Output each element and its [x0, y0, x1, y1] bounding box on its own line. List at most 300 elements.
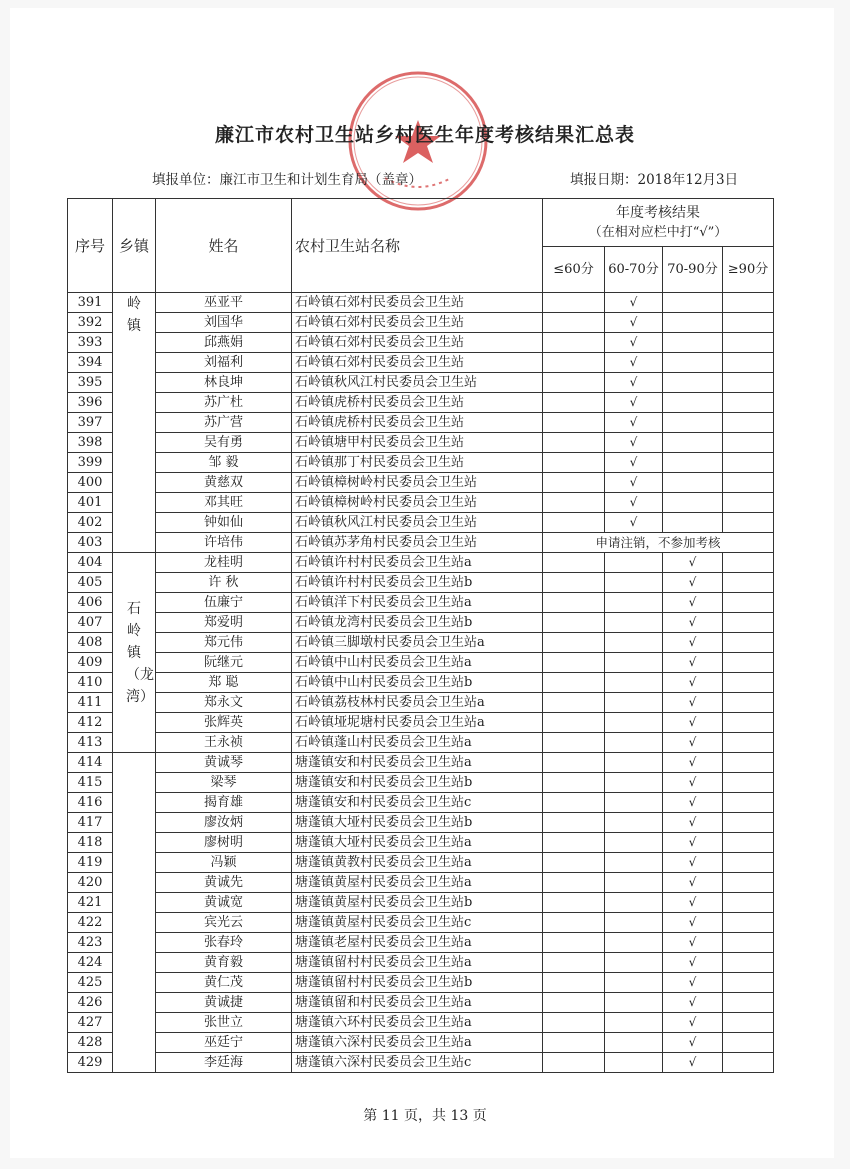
table-row — [68, 353, 774, 373]
grade-cell-lt60 — [543, 813, 605, 833]
town-name: 岭镇 — [127, 296, 141, 334]
doctor-name: 郑 聪 — [156, 673, 292, 693]
grade-cell-60-70: √ — [605, 333, 663, 353]
table-row — [68, 293, 774, 313]
grade-cell-60-70 — [605, 753, 663, 773]
grade-cell-ge90 — [723, 853, 774, 873]
doctor-name: 刘国华 — [156, 313, 292, 333]
grade-cell-70-90 — [663, 353, 723, 373]
grade-cell-ge90 — [723, 493, 774, 513]
grade-cell-lt60 — [543, 433, 605, 453]
table-row — [68, 513, 774, 533]
grade-cell-70-90 — [663, 373, 723, 393]
grade-cell-ge90 — [723, 473, 774, 493]
grade-cell-60-70 — [605, 813, 663, 833]
grade-cell-ge90 — [723, 453, 774, 473]
table-row — [68, 733, 774, 753]
station-name: 石岭镇虎桥村民委员会卫生站 — [292, 413, 543, 433]
grade-cell-ge90 — [723, 313, 774, 333]
grade-cell-60-70 — [605, 1013, 663, 1033]
station-name: 塘蓬镇安和村民委员会卫生站b — [292, 773, 543, 793]
grade-cell-lt60 — [543, 393, 605, 413]
town-cell-2 — [113, 553, 156, 753]
grade-cell-70-90: √ — [663, 573, 723, 593]
grade-cell-ge90 — [723, 813, 774, 833]
grade-cell-lt60 — [543, 693, 605, 713]
row-number: 417 — [68, 813, 113, 833]
station-name: 塘蓬镇六深村民委员会卫生站a — [292, 1033, 543, 1053]
row-number: 408 — [68, 633, 113, 653]
grade-cell-70-90 — [663, 513, 723, 533]
table-row — [68, 873, 774, 893]
grade-cell-60-70 — [605, 793, 663, 813]
doctor-name: 张辉英 — [156, 713, 292, 733]
table-row — [68, 1053, 774, 1073]
grade-cell-lt60 — [543, 953, 605, 973]
reporting-date: 填报日期：2018年12月3日 — [570, 172, 739, 188]
station-name: 石岭镇三脚墩村民委员会卫生站a — [292, 633, 543, 653]
grade-cell-lt60 — [543, 373, 605, 393]
station-name: 石岭镇塘甲村民委员会卫生站 — [292, 433, 543, 453]
grade-cell-70-90: √ — [663, 973, 723, 993]
doctor-name: 巫廷宁 — [156, 1033, 292, 1053]
grade-cell-lt60 — [543, 573, 605, 593]
doctor-name: 郑元伟 — [156, 633, 292, 653]
grade-cell-ge90 — [723, 953, 774, 973]
grade-cell-70-90: √ — [663, 933, 723, 953]
grade-cell-70-90: √ — [663, 773, 723, 793]
table-row — [68, 633, 774, 653]
grade-cell-60-70 — [605, 1053, 663, 1073]
grade-cell-60-70 — [605, 1033, 663, 1053]
station-name: 塘蓬镇老屋村民委员会卫生站a — [292, 933, 543, 953]
table-row — [68, 373, 774, 393]
row-number: 407 — [68, 613, 113, 633]
doctor-name: 吴有勇 — [156, 433, 292, 453]
grade-cell-70-90: √ — [663, 753, 723, 773]
doctor-name: 黄诚宽 — [156, 893, 292, 913]
table-row — [68, 453, 774, 473]
doctor-name: 李廷海 — [156, 1053, 292, 1073]
table-row — [68, 533, 774, 553]
row-number: 415 — [68, 773, 113, 793]
grade-cell-70-90: √ — [663, 633, 723, 653]
doctor-name: 黄育毅 — [156, 953, 292, 973]
row-number: 422 — [68, 913, 113, 933]
table-row — [68, 833, 774, 853]
table-row — [68, 753, 774, 773]
grade-cell-70-90: √ — [663, 893, 723, 913]
assessment-table — [67, 198, 774, 1073]
grade-cell-60-70 — [605, 693, 663, 713]
row-number: 404 — [68, 553, 113, 573]
row-number: 428 — [68, 1033, 113, 1053]
table-row — [68, 613, 774, 633]
row-number: 405 — [68, 573, 113, 593]
grade-cell-70-90 — [663, 393, 723, 413]
row-number: 395 — [68, 373, 113, 393]
doctor-name: 张春玲 — [156, 933, 292, 953]
header-col-70-90: 70-90分 — [663, 247, 723, 293]
grade-cell-60-70 — [605, 593, 663, 613]
grade-cell-70-90 — [663, 493, 723, 513]
grade-cell-ge90 — [723, 1013, 774, 1033]
doctor-name: 揭育雄 — [156, 793, 292, 813]
header-station: 农村卫生站名称 — [292, 199, 543, 293]
doctor-name: 廖汝炳 — [156, 813, 292, 833]
grade-cell-ge90 — [723, 413, 774, 433]
grade-cell-60-70 — [605, 833, 663, 853]
doctor-name: 伍廉宁 — [156, 593, 292, 613]
row-number: 393 — [68, 333, 113, 353]
grade-cell-70-90: √ — [663, 993, 723, 1013]
row-number: 420 — [68, 873, 113, 893]
grade-cell-lt60 — [543, 1013, 605, 1033]
grade-cell-70-90: √ — [663, 853, 723, 873]
grade-cell-60-70 — [605, 773, 663, 793]
station-name: 塘蓬镇六环村民委员会卫生站a — [292, 1013, 543, 1033]
grade-cell-ge90 — [723, 673, 774, 693]
row-number: 401 — [68, 493, 113, 513]
table-row — [68, 973, 774, 993]
grade-cell-lt60 — [543, 513, 605, 533]
grade-cell-60-70: √ — [605, 353, 663, 373]
grade-cell-ge90 — [723, 713, 774, 733]
grade-cell-60-70: √ — [605, 313, 663, 333]
grade-cell-lt60 — [543, 893, 605, 913]
station-name: 塘蓬镇留和村民委员会卫生站a — [292, 993, 543, 1013]
grade-cell-70-90: √ — [663, 673, 723, 693]
grade-cell-lt60 — [543, 473, 605, 493]
doctor-name: 钟如仙 — [156, 513, 292, 533]
grade-cell-60-70 — [605, 853, 663, 873]
station-name: 塘蓬镇黄教村民委员会卫生站a — [292, 853, 543, 873]
row-number: 409 — [68, 653, 113, 673]
grade-cell-ge90 — [723, 773, 774, 793]
station-name: 塘蓬镇黄屋村民委员会卫生站a — [292, 873, 543, 893]
doctor-name: 宾光云 — [156, 913, 292, 933]
station-name: 塘蓬镇安和村民委员会卫生站c — [292, 793, 543, 813]
station-name: 塘蓬镇黄屋村民委员会卫生站c — [292, 913, 543, 933]
grade-cell-lt60 — [543, 873, 605, 893]
grade-cell-lt60 — [543, 733, 605, 753]
station-name: 石岭镇龙湾村民委员会卫生站b — [292, 613, 543, 633]
station-name: 石岭镇垭坭塘村民委员会卫生站a — [292, 713, 543, 733]
grade-cell-ge90 — [723, 573, 774, 593]
station-name: 塘蓬镇黄屋村民委员会卫生站b — [292, 893, 543, 913]
grade-cell-ge90 — [723, 933, 774, 953]
table-row — [68, 433, 774, 453]
row-number: 406 — [68, 593, 113, 613]
grade-cell-60-70 — [605, 893, 663, 913]
table-row — [68, 713, 774, 733]
grade-cell-70-90 — [663, 453, 723, 473]
grade-cell-lt60 — [543, 753, 605, 773]
grade-cell-70-90 — [663, 433, 723, 453]
table-row — [68, 913, 774, 933]
row-number: 427 — [68, 1013, 113, 1033]
table-row — [68, 553, 774, 573]
grade-cell-70-90: √ — [663, 953, 723, 973]
grade-cell-lt60 — [543, 493, 605, 513]
row-number: 421 — [68, 893, 113, 913]
station-name: 石岭镇那丁村民委员会卫生站 — [292, 453, 543, 473]
doctor-name: 许培伟 — [156, 533, 292, 553]
table-row — [68, 953, 774, 973]
grade-cell-lt60 — [543, 353, 605, 373]
station-name: 石岭镇樟树岭村民委员会卫生站 — [292, 493, 543, 513]
row-number: 418 — [68, 833, 113, 853]
station-name: 石岭镇石郊村民委员会卫生站 — [292, 353, 543, 373]
table-row — [68, 413, 774, 433]
table-row — [68, 993, 774, 1013]
document-title: 廉江市农村卫生站乡村医生年度考核结果汇总表 — [214, 124, 635, 146]
table-row — [68, 813, 774, 833]
row-number: 410 — [68, 673, 113, 693]
grade-cell-lt60 — [543, 413, 605, 433]
row-number: 429 — [68, 1053, 113, 1073]
grade-cell-70-90: √ — [663, 733, 723, 753]
grade-cell-60-70: √ — [605, 413, 663, 433]
table-row — [68, 673, 774, 693]
doctor-name: 邱燕娟 — [156, 333, 292, 353]
grade-cell-lt60 — [543, 333, 605, 353]
station-name: 塘蓬镇留村村民委员会卫生站a — [292, 953, 543, 973]
grade-cell-60-70 — [605, 913, 663, 933]
grade-cell-ge90 — [723, 1053, 774, 1073]
grade-cell-ge90 — [723, 793, 774, 813]
row-number: 413 — [68, 733, 113, 753]
doctor-name: 黄诚先 — [156, 873, 292, 893]
station-name: 石岭镇石郊村民委员会卫生站 — [292, 293, 543, 313]
town-cell-1 — [113, 293, 156, 553]
row-number: 419 — [68, 853, 113, 873]
grade-cell-ge90 — [723, 633, 774, 653]
grade-cell-ge90 — [723, 353, 774, 373]
grade-cell-ge90 — [723, 693, 774, 713]
doctor-name: 王永祯 — [156, 733, 292, 753]
grade-cell-ge90 — [723, 293, 774, 313]
grade-cell-ge90 — [723, 373, 774, 393]
grade-cell-lt60 — [543, 313, 605, 333]
grade-cell-70-90: √ — [663, 1013, 723, 1033]
grade-cell-70-90: √ — [663, 913, 723, 933]
grade-cell-ge90 — [723, 733, 774, 753]
town-name: 石岭镇（龙湾） — [126, 600, 154, 705]
table-row — [68, 693, 774, 713]
row-number: 398 — [68, 433, 113, 453]
table-row — [68, 393, 774, 413]
grade-cell-70-90 — [663, 333, 723, 353]
row-number: 392 — [68, 313, 113, 333]
header-col-60-70: 60-70分 — [605, 247, 663, 293]
row-number: 423 — [68, 933, 113, 953]
grade-cell-60-70: √ — [605, 393, 663, 413]
grade-cell-lt60 — [543, 653, 605, 673]
grade-cell-lt60 — [543, 293, 605, 313]
table-row — [68, 853, 774, 873]
grade-cell-ge90 — [723, 873, 774, 893]
header-name: 姓名 — [156, 199, 292, 293]
grade-cell-lt60 — [543, 633, 605, 653]
grade-cell-60-70 — [605, 653, 663, 673]
doctor-name: 苏广杜 — [156, 393, 292, 413]
grade-cell-lt60 — [543, 593, 605, 613]
header-result-title: 年度考核结果 — [616, 204, 700, 221]
grade-cell-lt60 — [543, 973, 605, 993]
header-result — [543, 199, 774, 247]
table-row — [68, 473, 774, 493]
grade-cell-60-70 — [605, 673, 663, 693]
table-row — [68, 773, 774, 793]
table-row — [68, 313, 774, 333]
doctor-name: 邓其旺 — [156, 493, 292, 513]
station-name: 塘蓬镇留村村民委员会卫生站b — [292, 973, 543, 993]
doctor-name: 邹 毅 — [156, 453, 292, 473]
doctor-name: 黄仁茂 — [156, 973, 292, 993]
grade-cell-70-90: √ — [663, 1033, 723, 1053]
grade-cell-ge90 — [723, 613, 774, 633]
grade-cell-ge90 — [723, 893, 774, 913]
doctor-name: 苏广营 — [156, 413, 292, 433]
grade-cell-60-70 — [605, 553, 663, 573]
grade-cell-60-70: √ — [605, 373, 663, 393]
grade-cell-ge90 — [723, 973, 774, 993]
grade-cell-ge90 — [723, 433, 774, 453]
doctor-name: 黄诚捷 — [156, 993, 292, 1013]
row-number: 400 — [68, 473, 113, 493]
doctor-name: 廖树明 — [156, 833, 292, 853]
row-number: 426 — [68, 993, 113, 1013]
row-number: 394 — [68, 353, 113, 373]
grade-cell-70-90: √ — [663, 593, 723, 613]
header-col-lt60: ≤60分 — [543, 247, 605, 293]
station-name: 石岭镇秋风江村民委员会卫生站 — [292, 373, 543, 393]
grade-cell-60-70: √ — [605, 453, 663, 473]
grade-cell-lt60 — [543, 1033, 605, 1053]
row-number: 412 — [68, 713, 113, 733]
grade-cell-70-90: √ — [663, 553, 723, 573]
grade-cell-lt60 — [543, 713, 605, 733]
reporting-unit: 填报单位：廉江市卫生和计划生育局（盖章） — [152, 172, 422, 188]
station-name: 石岭镇荔枝林村民委员会卫生站a — [292, 693, 543, 713]
grade-cell-ge90 — [723, 753, 774, 773]
station-name: 石岭镇许村村民委员会卫生站b — [292, 573, 543, 593]
doctor-name: 许 秋 — [156, 573, 292, 593]
table-row — [68, 593, 774, 613]
grade-cell-60-70 — [605, 993, 663, 1013]
station-name: 石岭镇许村村民委员会卫生站a — [292, 553, 543, 573]
row-number: 391 — [68, 293, 113, 313]
grade-cell-60-70 — [605, 733, 663, 753]
grade-cell-lt60 — [543, 833, 605, 853]
grade-cell-60-70 — [605, 633, 663, 653]
station-name: 石岭镇虎桥村民委员会卫生站 — [292, 393, 543, 413]
grade-cell-ge90 — [723, 1033, 774, 1053]
doctor-name: 郑爱明 — [156, 613, 292, 633]
grade-cell-ge90 — [723, 553, 774, 573]
grade-cell-70-90: √ — [663, 653, 723, 673]
grade-cell-60-70 — [605, 933, 663, 953]
station-name: 石岭镇石郊村民委员会卫生站 — [292, 333, 543, 353]
grade-cell-70-90: √ — [663, 793, 723, 813]
grade-cell-ge90 — [723, 333, 774, 353]
grade-cell-lt60 — [543, 453, 605, 473]
station-name: 石岭镇苏茅角村民委员会卫生站 — [292, 533, 543, 553]
grade-cell-70-90 — [663, 293, 723, 313]
grade-cell-70-90: √ — [663, 693, 723, 713]
grade-cell-lt60 — [543, 993, 605, 1013]
row-number: 399 — [68, 453, 113, 473]
doctor-name: 刘福利 — [156, 353, 292, 373]
doctor-name: 龙桂明 — [156, 553, 292, 573]
grade-cell-60-70 — [605, 573, 663, 593]
row-number: 396 — [68, 393, 113, 413]
grade-cell-60-70: √ — [605, 433, 663, 453]
town-cell-3 — [113, 753, 156, 1073]
grade-cell-ge90 — [723, 653, 774, 673]
doctor-name: 阮继元 — [156, 653, 292, 673]
table-row — [68, 793, 774, 813]
row-number: 424 — [68, 953, 113, 973]
row-number: 402 — [68, 513, 113, 533]
table-row — [68, 333, 774, 353]
grade-cell-ge90 — [723, 993, 774, 1013]
row-number: 411 — [68, 693, 113, 713]
row-number: 397 — [68, 413, 113, 433]
grade-cell-60-70 — [605, 873, 663, 893]
doctor-name: 郑永文 — [156, 693, 292, 713]
table-row — [68, 1033, 774, 1053]
station-name: 石岭镇蓬山村民委员会卫生站a — [292, 733, 543, 753]
station-name: 石岭镇中山村民委员会卫生站a — [292, 653, 543, 673]
station-name: 塘蓬镇六深村民委员会卫生站c — [292, 1053, 543, 1073]
station-name: 石岭镇秋风江村民委员会卫生站 — [292, 513, 543, 533]
table-row — [68, 493, 774, 513]
grade-cell-ge90 — [723, 833, 774, 853]
grade-cell-70-90 — [663, 313, 723, 333]
doctor-name: 张世立 — [156, 1013, 292, 1033]
doctor-name: 黄慈双 — [156, 473, 292, 493]
page-footer: 第 11 页，共 13 页 — [363, 1108, 487, 1124]
assessment-note: 申请注销，不参加考核 — [543, 533, 774, 553]
table-row — [68, 893, 774, 913]
header-town: 乡镇 — [113, 199, 156, 293]
grade-cell-70-90: √ — [663, 873, 723, 893]
grade-cell-60-70 — [605, 713, 663, 733]
grade-cell-lt60 — [543, 553, 605, 573]
header-col-ge90: ≥90分 — [723, 247, 774, 293]
grade-cell-60-70: √ — [605, 293, 663, 313]
table-row — [68, 1013, 774, 1033]
grade-cell-70-90: √ — [663, 713, 723, 733]
table-body — [68, 293, 774, 1073]
doctor-name: 黄诚琴 — [156, 753, 292, 773]
grade-cell-60-70: √ — [605, 513, 663, 533]
grade-cell-lt60 — [543, 1053, 605, 1073]
station-name: 石岭镇石郊村民委员会卫生站 — [292, 313, 543, 333]
doctor-name: 冯颖 — [156, 853, 292, 873]
grade-cell-70-90 — [663, 473, 723, 493]
grade-cell-60-70 — [605, 953, 663, 973]
grade-cell-lt60 — [543, 773, 605, 793]
row-number: 416 — [68, 793, 113, 813]
grade-cell-ge90 — [723, 913, 774, 933]
row-number: 425 — [68, 973, 113, 993]
grade-cell-lt60 — [543, 613, 605, 633]
grade-cell-60-70 — [605, 613, 663, 633]
doctor-name: 梁琴 — [156, 773, 292, 793]
